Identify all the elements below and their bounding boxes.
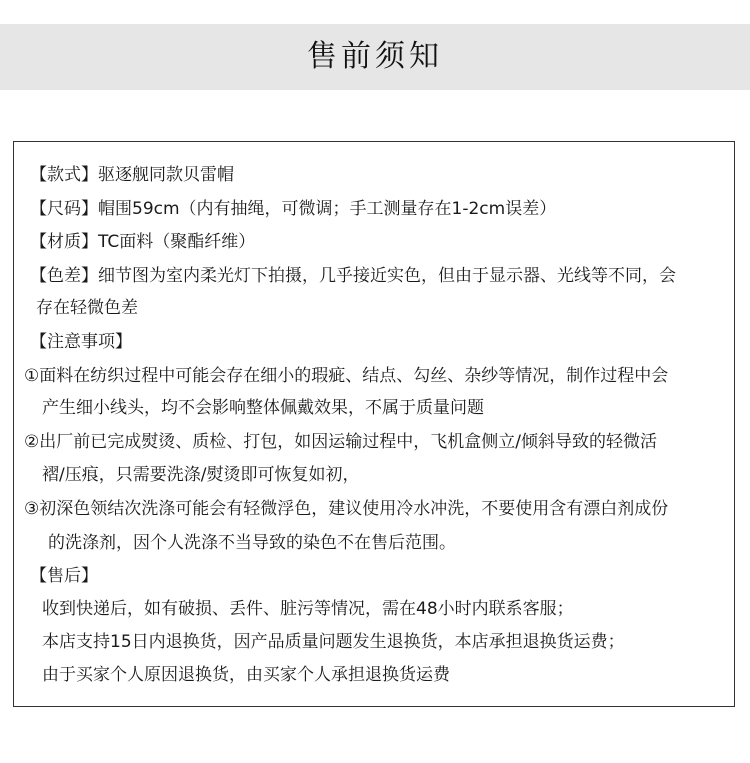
after-sale-item-2: 本店支持15日内退换货，因产品质量问题发生退换货，本店承担退换货运费；	[42, 632, 625, 652]
notice-box	[13, 141, 735, 707]
after-sale-item-1: 收到快递后，如有破损、丢件、脏污等情况，需在48小时内联系客服；	[42, 599, 574, 619]
attention-item-1-cont: 产生细小线头，均不会影响整体佩戴效果，不属于质量问题	[42, 398, 484, 418]
attention-item-3-cont: 的洗涤剂，因个人洗涤不当导致的染色不在售后范围。	[48, 533, 456, 553]
page-title: 售前须知	[307, 39, 443, 74]
style-line: 【款式】驱逐舰同款贝雷帽	[30, 165, 234, 185]
attention-item-2: ②出厂前已完成熨烫、质检、打包，如因运输过程中，飞机盒侧立/倾斜导致的轻微活	[24, 432, 657, 452]
color-difference-line: 【色差】细节图为室内柔光灯下拍摄，几乎接近实色，但由于显示器、光线等不同，会	[30, 266, 676, 286]
attention-item-2-cont: 褶/压痕，只需要洗涤/熨烫即可恢复如初，	[42, 465, 360, 485]
attention-heading: 【注意事项】	[30, 332, 132, 352]
material-line: 【材质】TC面料（聚酯纤维）	[30, 232, 256, 252]
after-sale-heading: 【售后】	[30, 566, 98, 586]
color-difference-line-cont: 存在轻微色差	[36, 298, 138, 318]
attention-item-3: ③初深色领结次洗涤可能会有轻微浮色，建议使用冷水冲洗，不要使用含有漂白剂成份	[24, 499, 669, 519]
size-line: 【尺码】帽围59cm（内有抽绳，可微调；手工测量存在1-2cm误差）	[30, 199, 557, 219]
attention-item-1: ①面料在纺织过程中可能会存在细小的瑕疵、结点、勾丝、杂纱等情况，制作过程中会	[24, 366, 669, 386]
after-sale-item-3: 由于买家个人原因退换货，由买家个人承担退换货运费	[42, 665, 450, 685]
